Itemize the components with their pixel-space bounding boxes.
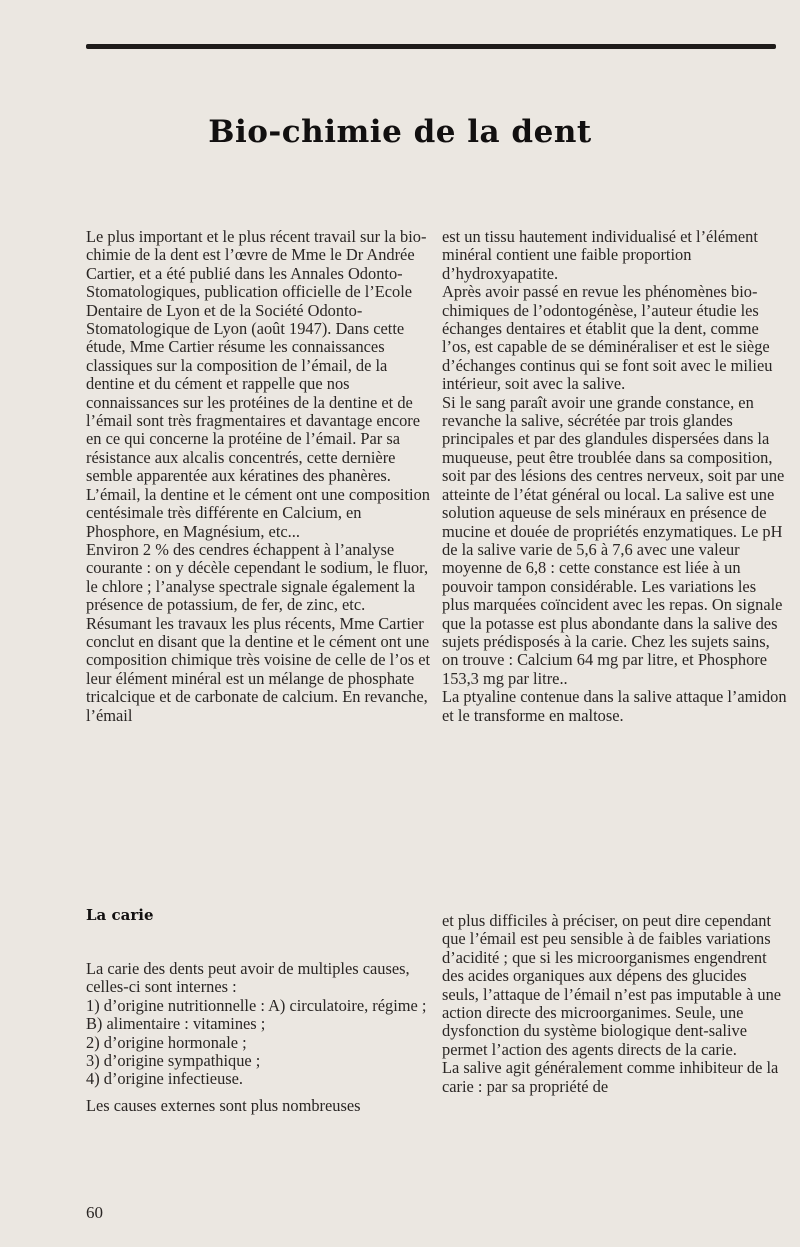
- paragraph: Après avoir passé en revue les phénomènes bio-chimiques de l’odontogénèse, l’auteur étudie les échanges dentaires et établit que la dent, comme l’os, est capable de se déminéraliser et est le siège d’échanges continus qui se font soit avec le milieu intérieur, soit avec la salive.: [442, 282, 773, 394]
- paragraph: L’émail, la dentine et le cément ont une composition centésimale très différente en Calcium, en Phosphore, en Magnésium, etc...: [86, 484, 430, 541]
- section-heading: La carie: [86, 906, 154, 924]
- paragraph: La salive agit généralement comme inhibiteur de la carie : par sa propriété de: [442, 1058, 779, 1096]
- paragraph: La ptyaline contenue dans la salive attaque l’amidon et le transforme en maltose.: [442, 687, 787, 725]
- paragraph: Le plus important et le plus récent travail sur la bio-chimie de la dent est l’œvre de Mme le Dr Andrée Cartier, et a été publié dans les Annales Odonto-Stomatologiques, publication officielle de l’Ecole Dentaire de Lyon et de la Société Odonto-Stomatologique de Lyon (août 1947). Dans cette étude, Mme Cartier résume les connaissances classiques sur la composition de l’émail, de la dentine et du cément et rappelle que nos connaissances sur les protéines de la dentine et de l’émail sont très fragmentaires et davantage encore en ce qui concerne la protéine de l’émail. Par sa résistance aux alcalis concentrés, cette dernière semble apparentée aux kératines des phanères.: [86, 227, 427, 486]
- page-title: Bio-chimie de la dent: [208, 114, 592, 150]
- list-item: 3) d’origine sympathique ;: [86, 1051, 261, 1071]
- top-rule: [86, 44, 776, 49]
- column-left-bottom: [86, 960, 431, 1115]
- page-number: 60: [86, 1203, 103, 1222]
- column-right-bottom: [442, 912, 787, 1096]
- paragraph: Les causes externes sont plus nombreuses: [86, 1095, 361, 1115]
- list-item: 1) d’origine nutritionnelle : A) circulatoire, régime ; B) alimentaire : vitamines ;: [86, 995, 427, 1034]
- paragraph: Environ 2 % des cendres échappent à l’analyse courante : on y décèle cependant le sodium, le fluor, le chlore ; l’analyse spectrale signale également la présence de potassium, de fer, de zinc, etc. Résumant les travaux les plus récents, Mme Cartier conclut en disant que la dentine et le cément ont une composition chimique très voisine de celle de l’os et leur élément minéral est un mélange de phosphate tricalcique et de carbonate de calcium. En revanche, l’émail: [86, 539, 431, 725]
- column-left-top: [86, 228, 431, 725]
- paragraph: et plus difficiles à préciser, on peut dire cependant que l’émail est peu sensible à de faibles variations d’acidité ; que si les microorganismes engendrent des acides organiques aux dépens des glucides seuls, l’attaque de l’émail n’est pas imputable à une action directe des microorganimes. Seule, une dysfonction du système biologique dent-salive permet l’action des agents directs de la carie.: [442, 911, 782, 1059]
- list-item: 4) d’origine infectieuse.: [86, 1069, 244, 1089]
- paragraph: est un tissu hautement individualisé et l’élément minéral contient une faible proportion d’hydroxyapatite.: [442, 227, 758, 283]
- column-right-top: [442, 228, 787, 725]
- paragraph: Si le sang paraît avoir une grande constance, en revanche la salive, sécrétée par trois glandes principales et par des glandules dispersées dans la muqueuse, peut être troublée dans sa composition, soit par des lésions des centres nerveux, soit par une atteinte de l’état général ou local. La salive est une solution aqueuse de sels minéraux en présence de mucine et douée de propriétés enzymatiques. Le pH de la salive varie de 5,6 à 7,6 avec une valeur moyenne de 6,8 : cette constance est liée à un pouvoir tampon considérable. Les variations les plus marquées coïncident avec les repas. On signale que la potasse est plus abondante dans la salive des sujets prédisposés à la carie. Chez les sujets sains, on trouve : Calcium 64 mg par litre, et Phosphore 153,3 mg par litre..: [442, 392, 785, 688]
- paragraph: La carie des dents peut avoir de multiples causes, celles-ci sont internes :: [86, 959, 410, 997]
- list-item: 2) d’origine hormonale ;: [86, 1032, 247, 1052]
